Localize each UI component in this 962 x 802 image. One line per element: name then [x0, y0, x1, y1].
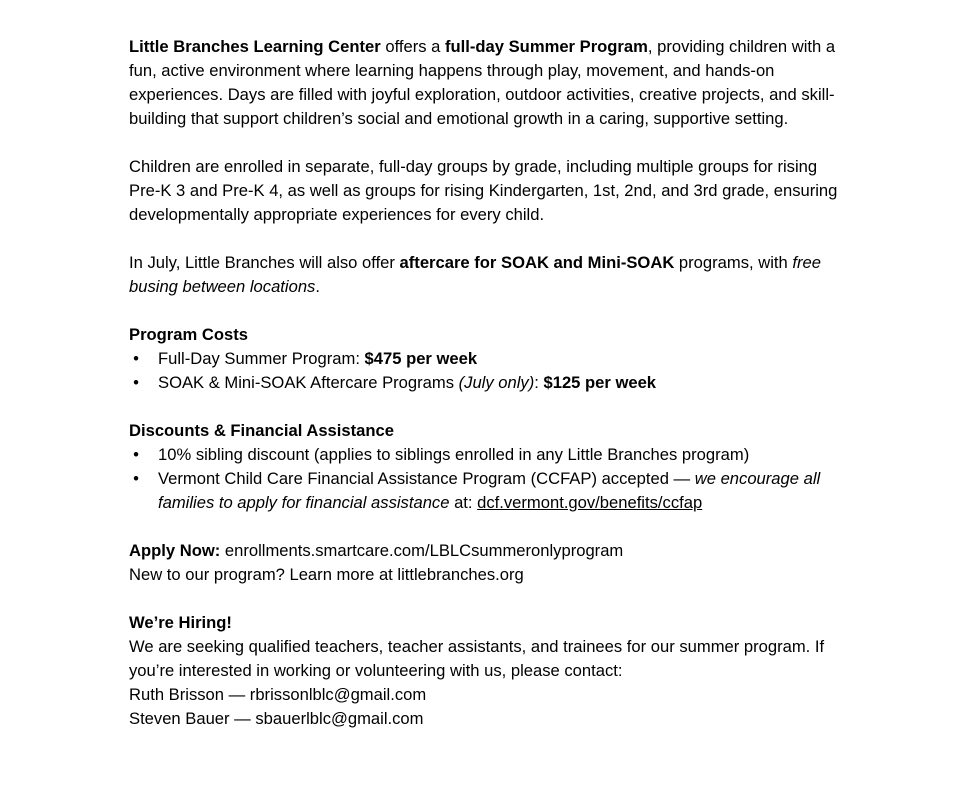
cost-label: SOAK & Mini-SOAK Aftercare Programs: [158, 373, 459, 392]
document-page: [129, 35, 849, 731]
org-name: Little Branches Learning Center: [129, 37, 381, 56]
july-text-3: .: [315, 277, 320, 296]
list-item: [129, 443, 849, 467]
discounts-heading: Discounts & Financial Assistance: [129, 421, 394, 440]
contact-line: Ruth Brisson — rbrissonlblc@gmail.com: [129, 685, 427, 704]
groups-paragraph: Children are enrolled in separate, full-day groups by grade, including multiple groups for rising Pre-K 3 and Pre-K 4, as well as groups for rising Kindergarten, 1st, 2nd, and 3rd grade, ensuring developmentally appropriate experiences for every child.: [129, 157, 838, 224]
list-item: [129, 371, 849, 395]
bullet-icon: •: [133, 373, 139, 392]
ccfap-text: Vermont Child Care Financial Assistance Program (CCFAP) accepted —: [158, 469, 695, 488]
learn-more-line: New to our program? Learn more at littlebranches.org: [129, 565, 524, 584]
program-costs-list: [129, 347, 849, 395]
bullet-icon: •: [133, 445, 139, 464]
intro-text-2: , providing children with a fun, active environment where learning happens through play, movement, and hands-on experiences. Days are filled with joyful exploration, outdoor activities, creative projects, and skill-building that support children’s social and emotional growth in a caring, supportive setting.: [129, 37, 836, 128]
cost-price: $125 per week: [543, 373, 657, 392]
free-busing-italic: free busing between locations: [129, 253, 821, 296]
apply-now-line: [129, 539, 849, 563]
ccfap-at-text: at:: [449, 493, 478, 512]
bullet-icon: •: [133, 349, 139, 368]
july-paragraph: [129, 251, 849, 299]
discounts-list: [129, 443, 849, 515]
hiring-heading: We’re Hiring!: [129, 613, 232, 632]
contact-line: Steven Bauer — sbauerlblc@gmail.com: [129, 709, 424, 728]
list-item: [129, 347, 849, 371]
cost-label: Full-Day Summer Program:: [158, 349, 365, 368]
list-item: [129, 467, 849, 515]
july-text-2: programs, with: [674, 253, 793, 272]
aftercare-bold: aftercare for SOAK and Mini-SOAK: [399, 253, 675, 272]
program-name: full-day Summer Program: [445, 37, 648, 56]
hiring-text: We are seeking qualified teachers, teacher assistants, and trainees for our summer program. If you’re interested in working or volunteering with us, please contact:: [129, 637, 825, 680]
intro-paragraph: [129, 35, 849, 131]
apply-url[interactable]: enrollments.smartcare.com/LBLCsummeronlyprogram: [220, 541, 624, 560]
cost-price: $475 per week: [364, 349, 478, 368]
apply-now-label: Apply Now:: [129, 541, 221, 560]
ccfap-encourage-italic: we encourage all families to apply for financial assistance: [158, 469, 821, 512]
bullet-icon: •: [133, 469, 139, 488]
sibling-discount-text: 10% sibling discount (applies to siblings enrolled in any Little Branches program): [158, 445, 750, 464]
july-text-1: In July, Little Branches will also offer: [129, 253, 400, 272]
ccfap-link[interactable]: dcf.vermont.gov/benefits/ccfap: [477, 493, 703, 512]
intro-text-1: offers a: [380, 37, 445, 56]
cost-separator: :: [534, 373, 544, 392]
cost-note: (July only): [458, 373, 535, 392]
program-costs-heading: Program Costs: [129, 325, 248, 344]
